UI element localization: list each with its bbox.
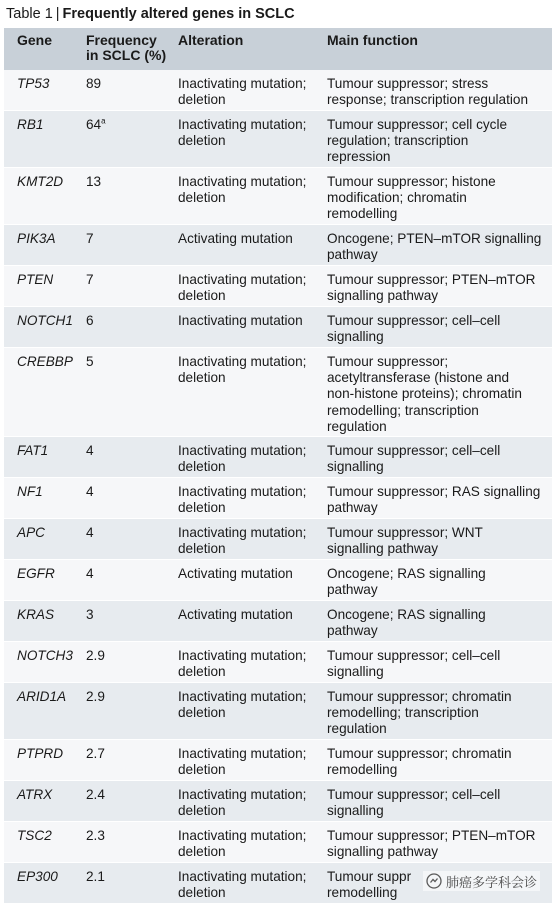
function-line: Tumour suppressor; WNT: [327, 525, 483, 540]
frequency-cell: [86, 566, 176, 582]
function-line: Tumour suppressor; histone: [327, 174, 496, 189]
table-row: [4, 70, 552, 111]
frequency-value: 4: [86, 566, 94, 581]
table-row: [4, 266, 552, 307]
frequency-value: 13: [86, 174, 102, 189]
function-line: signalling pathway: [327, 844, 439, 860]
main-function-cell: [327, 484, 549, 516]
function-line: remodelling: [327, 206, 398, 222]
function-line: regulation; transcription: [327, 133, 469, 149]
function-line: Tumour suppressor; cell–cell: [327, 648, 501, 663]
table-row: [4, 740, 552, 781]
frequency-cell: [86, 689, 176, 705]
frequency-cell: [86, 746, 176, 762]
function-line: Tumour suppressor; cell–cell: [327, 313, 501, 328]
alteration-line: Activating mutation: [178, 231, 293, 246]
header-frequency-line2: in SCLC (%): [86, 47, 167, 63]
gene-table: [4, 28, 552, 904]
gene-cell: PIK3A: [17, 231, 56, 246]
header-main-function: Main function: [327, 32, 418, 48]
frequency-cell: [86, 648, 176, 664]
alteration-line: Inactivating mutation: [178, 313, 303, 328]
main-function-cell: [327, 231, 549, 263]
table-row: [4, 519, 552, 560]
frequency-value: 2.7: [86, 746, 105, 761]
function-line: signalling: [327, 329, 384, 345]
function-line: repression: [327, 149, 391, 165]
table-row: [4, 642, 552, 683]
header-gene: Gene: [17, 32, 53, 48]
main-function-cell: [327, 746, 549, 778]
alteration-line: deletion: [178, 288, 226, 304]
alteration-line: Inactivating mutation;: [178, 828, 307, 843]
frequency-cell: [86, 174, 176, 190]
table-body: [4, 70, 552, 904]
alteration-line: Inactivating mutation;: [178, 272, 307, 287]
gene-cell: PTEN: [17, 272, 54, 287]
alteration-line: Inactivating mutation;: [178, 76, 307, 91]
alteration-line: Inactivating mutation;: [178, 689, 307, 704]
gene-cell: EP300: [17, 869, 58, 884]
frequency-cell: [86, 787, 176, 803]
alteration-line: Inactivating mutation;: [178, 525, 307, 540]
alteration-cell: [178, 313, 328, 329]
table-caption: [0, 0, 554, 28]
alteration-cell: [178, 566, 328, 582]
function-line: signalling: [327, 664, 384, 680]
frequency-value: 89: [86, 76, 102, 91]
gene-cell: EGFR: [17, 566, 55, 581]
header-alteration: Alteration: [178, 32, 244, 48]
function-line: pathway: [327, 247, 378, 263]
alteration-line: Inactivating mutation;: [178, 117, 307, 132]
alteration-line: deletion: [178, 133, 226, 149]
frequency-cell: [86, 869, 176, 885]
table-row: [4, 348, 552, 437]
alteration-line: deletion: [178, 705, 226, 721]
table-row: [4, 111, 552, 168]
main-function-cell: [327, 76, 549, 108]
alteration-cell: [178, 484, 328, 516]
function-line: acetyltransferase (histone and: [327, 370, 510, 386]
main-function-cell: [327, 272, 549, 304]
function-line: pathway: [327, 623, 378, 639]
gene-cell: KMT2D: [17, 174, 64, 189]
frequency-value: 7: [86, 272, 94, 287]
function-line: Tumour suppressor; chromatin: [327, 689, 512, 704]
frequency-cell: [86, 525, 176, 541]
function-line: Tumour suppressor;: [327, 354, 449, 369]
header-frequency: [86, 33, 176, 63]
alteration-cell: [178, 354, 328, 386]
alteration-cell: [178, 174, 328, 206]
function-line: Tumour suppressor; cell–cell: [327, 787, 501, 802]
gene-cell: NOTCH3: [17, 648, 73, 663]
alteration-line: deletion: [178, 459, 226, 475]
gene-cell: APC: [17, 525, 45, 540]
frequency-value: 3: [86, 607, 94, 622]
alteration-line: Inactivating mutation;: [178, 484, 307, 499]
alteration-line: Inactivating mutation;: [178, 443, 307, 458]
main-function-cell: [327, 117, 549, 166]
table-row: [4, 225, 552, 266]
gene-cell: NF1: [17, 484, 43, 499]
table-row: [4, 478, 552, 519]
function-line: remodelling: [327, 885, 398, 901]
frequency-value: 64: [86, 117, 102, 132]
frequency-cell: [86, 354, 176, 370]
function-line: modification; chromatin: [327, 190, 467, 206]
table-row: [4, 781, 552, 822]
frequency-cell: [86, 76, 176, 92]
frequency-value: 2.9: [86, 689, 105, 704]
frequency-value: 4: [86, 525, 94, 540]
alteration-cell: [178, 117, 328, 149]
alteration-line: deletion: [178, 664, 226, 680]
frequency-value: 2.4: [86, 787, 105, 802]
alteration-line: Inactivating mutation;: [178, 787, 307, 802]
main-function-cell: [327, 787, 549, 819]
table-label: Table 1: [6, 6, 53, 22]
main-function-cell: [327, 313, 549, 345]
function-line: signalling pathway: [327, 288, 439, 304]
alteration-cell: [178, 272, 328, 304]
alteration-line: deletion: [178, 190, 226, 206]
frequency-cell: [86, 484, 176, 500]
gene-cell: RB1: [17, 117, 44, 132]
alteration-line: deletion: [178, 885, 226, 901]
alteration-cell: [178, 525, 328, 557]
alteration-line: deletion: [178, 803, 226, 819]
frequency-value: 4: [86, 443, 94, 458]
alteration-cell: [178, 828, 328, 860]
footnote-marker: a: [101, 116, 106, 126]
watermark: [423, 871, 540, 891]
alteration-cell: [178, 607, 328, 623]
function-line: signalling: [327, 459, 384, 475]
function-line: regulation: [327, 418, 387, 434]
function-line: remodelling; transcription: [327, 705, 479, 721]
main-function-cell: [327, 828, 549, 860]
alteration-line: Inactivating mutation;: [178, 354, 307, 369]
alteration-line: deletion: [178, 92, 226, 108]
frequency-value: 7: [86, 231, 94, 246]
alteration-line: deletion: [178, 541, 226, 557]
alteration-cell: [178, 648, 328, 680]
table-row: [4, 437, 552, 478]
function-line: Oncogene; PTEN–mTOR signalling: [327, 231, 542, 246]
table-title: Frequently altered genes in SCLC: [62, 6, 295, 22]
header-frequency-line1: Frequency: [86, 32, 157, 48]
function-line: signalling pathway: [327, 541, 439, 557]
alteration-line: deletion: [178, 500, 226, 516]
frequency-value: 2.3: [86, 828, 105, 843]
gene-cell: PTPRD: [17, 746, 64, 761]
alteration-line: Inactivating mutation;: [178, 869, 307, 884]
frequency-cell: [86, 231, 176, 247]
function-line: Tumour suppressor; cell–cell: [327, 443, 501, 458]
frequency-cell: [86, 117, 176, 133]
function-line: remodelling: [327, 762, 398, 778]
watermark-text: 肺癌多学科会诊: [445, 874, 537, 890]
frequency-cell: [86, 313, 176, 329]
alteration-cell: [178, 76, 328, 108]
alteration-line: Inactivating mutation;: [178, 174, 307, 189]
function-line: signalling: [327, 803, 384, 819]
alteration-line: Activating mutation: [178, 607, 293, 622]
wechat-channel-icon: [426, 873, 442, 889]
alteration-line: deletion: [178, 844, 226, 860]
function-line: Tumour suppressor; RAS signalling: [327, 484, 541, 499]
main-function-cell: [327, 566, 549, 598]
function-line: Oncogene; RAS signalling: [327, 607, 486, 622]
alteration-cell: [178, 689, 328, 721]
function-line: response; transcription regulation: [327, 92, 528, 108]
gene-cell: ATRX: [17, 787, 53, 802]
table-row: [4, 822, 552, 863]
table-row: [4, 560, 552, 601]
alteration-cell: [178, 869, 328, 901]
alteration-line: Inactivating mutation;: [178, 746, 307, 761]
frequency-cell: [86, 272, 176, 288]
alteration-line: deletion: [178, 370, 226, 386]
frequency-value: 4: [86, 484, 94, 499]
frequency-value: 6: [86, 313, 94, 328]
main-function-cell: [327, 443, 549, 475]
main-function-cell: [327, 354, 549, 435]
function-line: regulation: [327, 721, 387, 737]
function-line: Tumour suppressor; stress: [327, 76, 489, 91]
frequency-value: 2.9: [86, 648, 105, 663]
main-function-cell: [327, 525, 549, 557]
gene-cell: CREBBP: [17, 354, 73, 369]
function-line: non-histone proteins); chromatin: [327, 386, 522, 402]
alteration-cell: [178, 443, 328, 475]
frequency-cell: [86, 443, 176, 459]
gene-cell: NOTCH1: [17, 313, 73, 328]
table-row: [4, 683, 552, 740]
alteration-cell: [178, 746, 328, 778]
gene-cell: KRAS: [17, 607, 55, 622]
frequency-value: 5: [86, 354, 94, 369]
function-line: remodelling; transcription: [327, 402, 479, 418]
alteration-line: deletion: [178, 762, 226, 778]
gene-cell: ARID1A: [17, 689, 67, 704]
function-line: Tumour suppressor; PTEN–mTOR: [327, 272, 536, 287]
table-row: [4, 601, 552, 642]
alteration-line: Activating mutation: [178, 566, 293, 581]
table-row: [4, 307, 552, 348]
function-line: Oncogene; RAS signalling: [327, 566, 486, 581]
function-line: Tumour suppr: [327, 869, 412, 884]
table-row: [4, 168, 552, 225]
gene-cell: TSC2: [17, 828, 52, 843]
main-function-cell: [327, 689, 549, 738]
alteration-line: Inactivating mutation;: [178, 648, 307, 663]
alteration-cell: [178, 787, 328, 819]
gene-cell: FAT1: [17, 443, 49, 458]
function-line: Tumour suppressor; cell cycle: [327, 117, 508, 132]
function-line: pathway: [327, 500, 378, 516]
alteration-cell: [178, 231, 328, 247]
table-header-row: [4, 28, 552, 70]
frequency-cell: [86, 607, 176, 623]
function-line: Tumour suppressor; PTEN–mTOR: [327, 828, 536, 843]
frequency-cell: [86, 828, 176, 844]
main-function-cell: [327, 648, 549, 680]
main-function-cell: [327, 607, 549, 639]
frequency-value: 2.1: [86, 869, 105, 884]
caption-separator: |: [55, 6, 60, 22]
main-function-cell: [327, 174, 549, 223]
function-line: Tumour suppressor; chromatin: [327, 746, 512, 761]
gene-cell: TP53: [17, 76, 50, 91]
function-line: pathway: [327, 582, 378, 598]
